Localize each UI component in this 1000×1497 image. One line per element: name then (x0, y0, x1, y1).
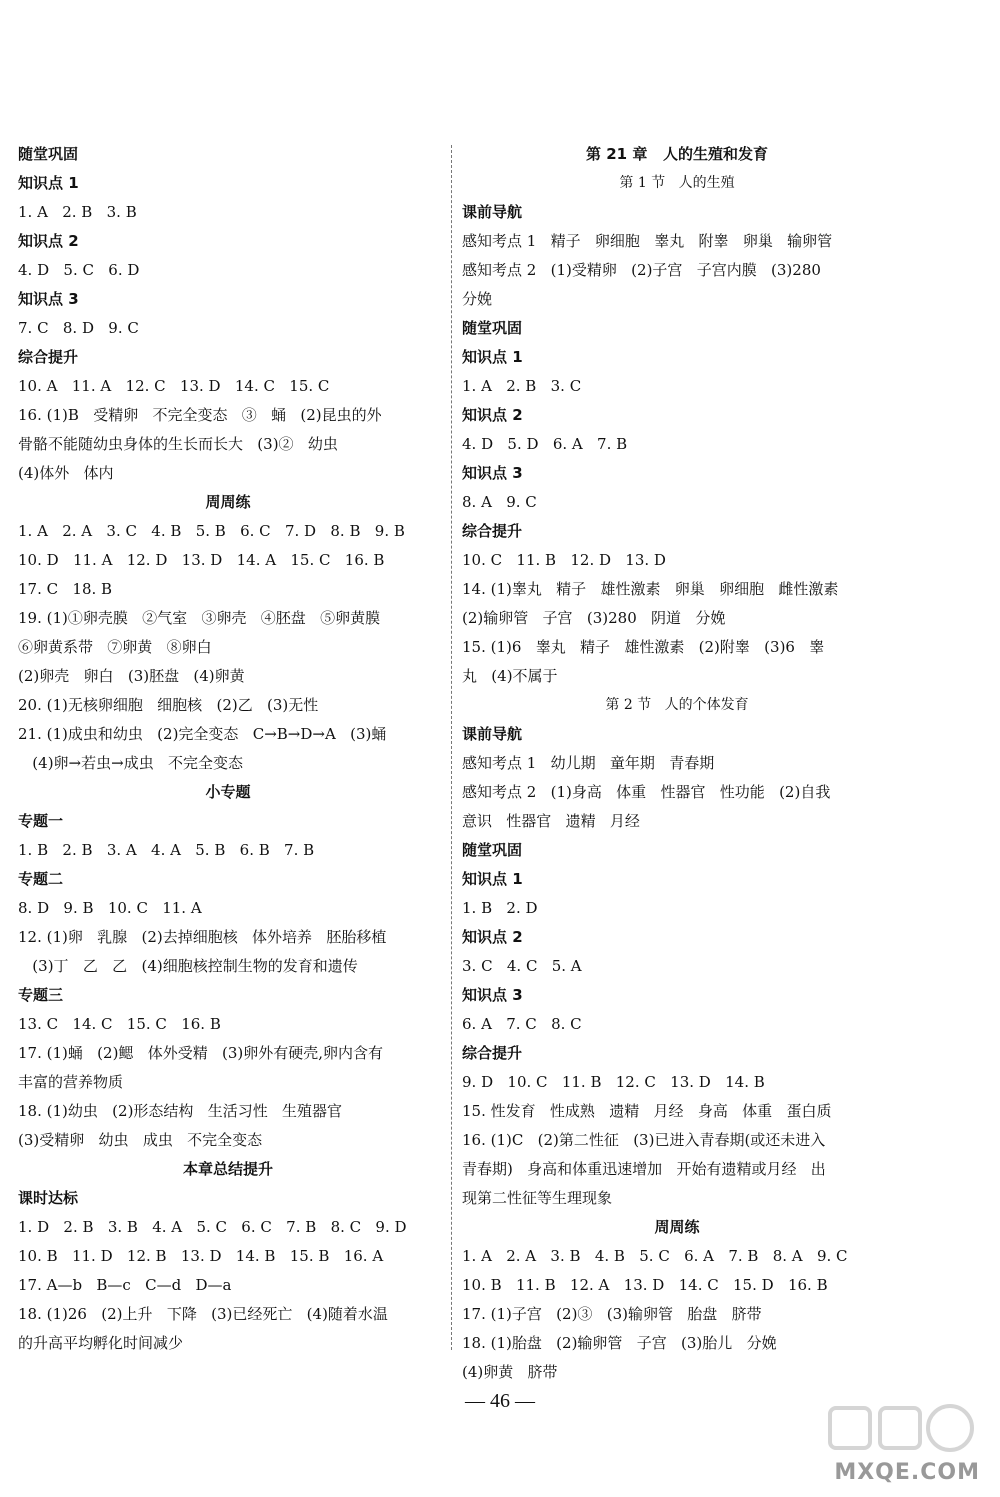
answer-line: 分娩 (462, 290, 493, 308)
answer-line: (3)丁 乙 乙 (4)细胞核控制生物的发育和遗传 (18, 957, 358, 975)
page-number: — 46 — (465, 1390, 535, 1412)
answer-line: 1. A 2. B 3. C (462, 377, 582, 395)
answer-line: 丰富的营养物质 (18, 1073, 124, 1091)
answer-line: 10. B 11. B 12. A 13. D 14. C 15. D 16. B (462, 1276, 828, 1294)
section-heading: 专题二 (18, 870, 64, 888)
answer-line: (4)体外 体内 (18, 464, 114, 482)
centered-title: 第 21 章 人的生殖和发育 (586, 145, 768, 163)
answer-line: 8. A 9. C (462, 493, 537, 511)
answer-line: 青春期) 身高和体重迅速增加 开始有遗精或月经 出 (462, 1160, 826, 1178)
answer-line: 18. (1)胎盘 (2)输卵管 子宫 (3)胎儿 分娩 (462, 1334, 777, 1352)
section-heading: 知识点 1 (18, 174, 79, 192)
section-heading: 课前导航 (462, 203, 523, 221)
section-heading: 综合提升 (462, 522, 523, 540)
watermark-text: MXQE.COM (834, 1460, 980, 1485)
answer-line: 9. D 10. C 11. B 12. C 13. D 14. B (462, 1073, 765, 1091)
section-heading: 知识点 2 (462, 406, 523, 424)
section-heading: 知识点 3 (462, 464, 523, 482)
answer-line: 14. (1)睾丸 精子 雄性激素 卵巢 卵细胞 雌性激素 (462, 580, 839, 598)
answer-line: (4)卵→若虫→成虫 不完全变态 (18, 754, 243, 772)
answer-line: 1. B 2. B 3. A 4. A 5. B 6. B 7. B (18, 841, 315, 859)
section-heading: 知识点 1 (462, 870, 523, 888)
section-heading: 随堂巩固 (18, 145, 79, 163)
centered-title: 第 2 节 人的个体发育 (605, 697, 749, 713)
answer-line: 1. A 2. B 3. B (18, 203, 137, 221)
answer-line: 10. B 11. D 12. B 13. D 14. B 15. B 16. A (18, 1247, 384, 1265)
answer-line: 感知考点 2 (1)身高 体重 性器官 性功能 (2)自我 (462, 783, 831, 801)
section-heading: 知识点 3 (462, 986, 523, 1004)
answer-line: 4. D 5. C 6. D (18, 261, 140, 279)
answer-line: 丸 (4)不属于 (462, 667, 558, 685)
answer-line: 4. D 5. D 6. A 7. B (462, 435, 628, 453)
section-heading: 综合提升 (462, 1044, 523, 1062)
section-heading: 课前导航 (462, 725, 523, 743)
answer-line: 1. A 2. A 3. C 4. B 5. B 6. C 7. D 8. B 9. B (18, 522, 405, 540)
answer-line: 意识 性器官 遗精 月经 (462, 812, 640, 830)
section-heading: 知识点 2 (462, 928, 523, 946)
right-column (462, 140, 892, 1387)
section-heading: 随堂巩固 (462, 841, 523, 859)
centered-title: 小专题 (205, 783, 251, 801)
answer-line: (3)受精卵 幼虫 成虫 不完全变态 (18, 1131, 263, 1149)
section-heading: 知识点 3 (18, 290, 79, 308)
answer-line: 1. A 2. A 3. B 4. B 5. C 6. A 7. B 8. A 9. C (462, 1247, 848, 1265)
left-column (18, 140, 438, 1358)
answer-line: 13. C 14. C 15. C 16. B (18, 1015, 221, 1033)
answer-line: (2)输卵管 子宫 (3)280 阴道 分娩 (462, 609, 726, 627)
answer-line: 骨骼不能随幼虫身体的生长而长大 (3)② 幼虫 (18, 435, 338, 453)
answer-line: 17. (1)蛹 (2)鳃 体外受精 (3)卵外有硬壳,卵内含有 (18, 1044, 384, 1062)
answer-line: 感知考点 2 (1)受精卵 (2)子宫 子宫内膜 (3)280 (462, 261, 821, 279)
answer-line: 15. (1)6 睾丸 精子 雄性激素 (2)附睾 (3)6 睾 (462, 638, 825, 656)
answer-line: 17. A—b B—c C—d D—a (18, 1276, 232, 1294)
answer-line: 10. A 11. A 12. C 13. D 14. C 15. C (18, 377, 330, 395)
answer-line: 18. (1)26 (2)上升 下降 (3)已经死亡 (4)随着水温 (18, 1305, 388, 1323)
answer-line: 1. D 2. B 3. B 4. A 5. C 6. C 7. B 8. C 9. D (18, 1218, 407, 1236)
answer-line: 17. C 18. B (18, 580, 113, 598)
centered-title: 周周练 (654, 1218, 700, 1236)
section-heading: 知识点 2 (18, 232, 79, 250)
answer-line: 16. (1)B 受精卵 不完全变态 ③ 蛹 (2)昆虫的外 (18, 406, 382, 424)
answer-line: 7. C 8. D 9. C (18, 319, 139, 337)
section-heading: 知识点 1 (462, 348, 523, 366)
answer-line: 的升高平均孵化时间减少 (18, 1334, 184, 1352)
answer-line: 感知考点 1 精子 卵细胞 睾丸 附睾 卵巢 输卵管 (462, 232, 833, 250)
answer-line: 18. (1)幼虫 (2)形态结构 生活习性 生殖器官 (18, 1102, 343, 1120)
column-divider (451, 145, 452, 1350)
answer-line: 15. 性发育 性成熟 遗精 月经 身高 体重 蛋白质 (462, 1102, 832, 1120)
answer-line: (2)卵壳 卵白 (3)胚盘 (4)卵黄 (18, 667, 245, 685)
centered-title: 第 1 节 人的生殖 (619, 175, 735, 191)
answer-line: 12. (1)卵 乳腺 (2)去掉细胞核 体外培养 胚胎移植 (18, 928, 387, 946)
centered-title: 本章总结提升 (182, 1160, 273, 1178)
answer-line: 21. (1)成虫和幼虫 (2)完全变态 C→B→D→A (3)蛹 (18, 725, 387, 743)
answer-line: 10. C 11. B 12. D 13. D (462, 551, 666, 569)
answer-line: 3. C 4. C 5. A (462, 957, 582, 975)
answer-line: 感知考点 1 幼儿期 童年期 青春期 (462, 754, 715, 772)
answer-line: 16. (1)C (2)第二性征 (3)已进入青春期(或还未进入 (462, 1131, 826, 1149)
section-heading: 综合提升 (18, 348, 79, 366)
answer-line: 6. A 7. C 8. C (462, 1015, 582, 1033)
answer-line: 8. D 9. B 10. C 11. A (18, 899, 202, 917)
section-heading: 专题三 (18, 986, 64, 1004)
answer-line: (4)卵黄 脐带 (462, 1363, 558, 1381)
answer-line: 20. (1)无核卵细胞 细胞核 (2)乙 (3)无性 (18, 696, 319, 714)
centered-title: 周周练 (205, 493, 251, 511)
answer-line: 17. (1)子宫 (2)③ (3)输卵管 胎盘 脐带 (462, 1305, 762, 1323)
answer-line: 1. B 2. D (462, 899, 538, 917)
section-heading: 随堂巩固 (462, 319, 523, 337)
section-heading: 课时达标 (18, 1189, 79, 1207)
answer-line: ⑥卵黄系带 ⑦卵黄 ⑧卵白 (18, 638, 212, 656)
answer-line: 19. (1)①卵壳膜 ②气室 ③卵壳 ④胚盘 ⑤卵黄膜 (18, 609, 381, 627)
section-heading: 专题一 (18, 812, 64, 830)
answer-line: 10. D 11. A 12. D 13. D 14. A 15. C 16. B (18, 551, 385, 569)
answer-line: 现第二性征等生理现象 (462, 1189, 613, 1207)
